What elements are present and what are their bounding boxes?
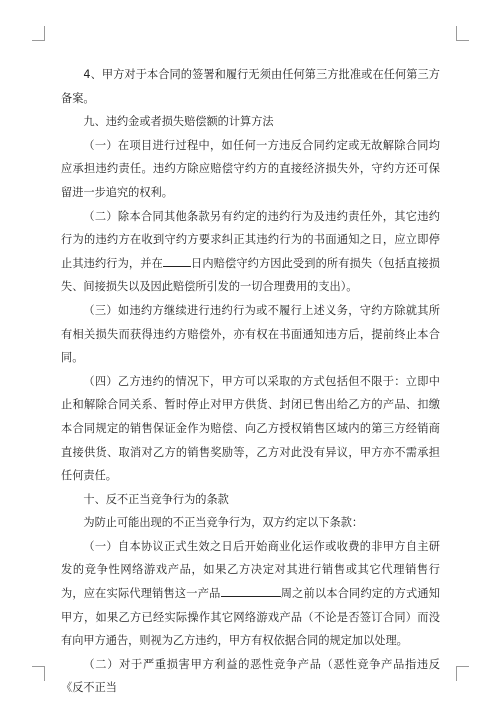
section-9-paragraph-2 [61,205,440,299]
section-9-paragraph-1: （一）在项目进行过程中，如任何一方违反合同约定或无故解除合同均应承担违约责任。违约方除应赔偿守约方的直接经济损失外，守约方还可保留进一步追究的权利。 [61,138,440,199]
section-9-heading: 九、违约金或者损失赔偿额的计算方法 [83,115,274,129]
days-blank [163,255,191,267]
section-10-paragraph-1 [61,535,440,653]
crop-mark-bottom-right [456,666,469,681]
section-10-paragraph-1-start: （一）自本协议正式生效之日后开始商业化运作或收费的非甲方自主研发的竞争性网络游戏产品，如果乙方决定对其进行销售或其它代理销售行为，应在实际代理销售这一产品 [61,539,440,601]
section-10-intro: 为防止可能出现的不正当竞争行为，双方约定以下条款： [83,516,364,530]
section-10-heading: 十、反不正当竞争行为的条款 [83,492,229,506]
crop-mark-top-left [32,26,45,41]
document-body [61,63,440,700]
section-9-paragraph-2-end: 日内赔偿守约方因此受到的所有损失（包括直接损失、间接损失以及因此赔偿所引发的一切合理费用的支出）。 [61,256,440,294]
crop-mark-bottom-left [32,666,45,681]
item-4: 4、甲方对于本合同的签署和履行无须由任何第三方批准或在任何第三方备案。 [61,68,440,105]
crop-mark-top-right [456,26,469,41]
section-9-paragraph-3: （三）如违约方继续进行违约行为或不履行上述义务，守约方除就其所有相关损失而获得违约方赔偿外，亦有权在书面通知违方后，提前终止本合同。 [61,303,440,365]
section-9-paragraph-2-start: （二）除本合同其他条款另有约定的违约行为及违约责任外，其它违约行为的违约方在收到守约方要求纠正其违约行为的书面通知之日，应立即停止其违约行为，并在 [61,209,440,270]
section-9-paragraph-4: （四）乙方违约的情况下，甲方可以采取的方式包括但不限于：立即中止和解除合同关系、暂时停止对甲方供货、封闭已售出给乙方的产品、扣缴本合同规定的销售保证金作为赔偿、向乙方授权销售区域内的第三方经销商直接供货、取消对乙方的销售奖励等，乙方对此没有异议，甲方亦不需承担任何责任。 [61,374,440,483]
weeks-blank [221,585,281,597]
section-10-paragraph-2: （二）对于严重损害甲方利益的恶性竞争产品（恶性竞争产品指违反《反不正当 [61,657,440,695]
section-10-paragraph-1-end: 周之前以本合同约定的方式通知甲方，如果乙方已经实际操作其它网络游戏产品（不论是否签订合同）而没有向甲方通告，则视为乙方违约，甲方有权依据合同的规定加以处理。 [61,587,440,648]
